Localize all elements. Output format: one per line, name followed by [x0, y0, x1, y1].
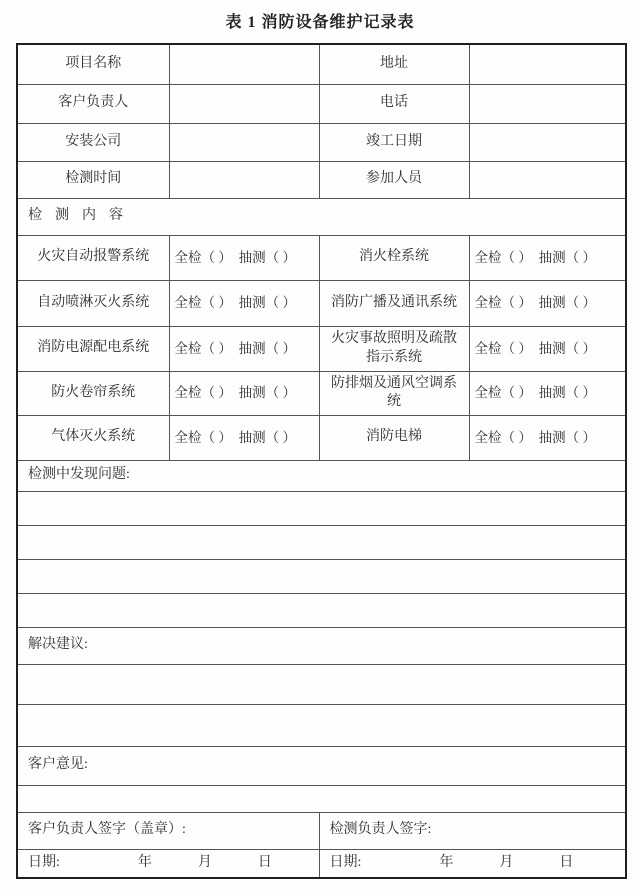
suggestions-writing-area[interactable] [17, 664, 626, 704]
label-project-name: 项目名称 [17, 44, 169, 84]
inspector-signature-cell[interactable]: 检测负责人签字: [319, 812, 626, 849]
table-row [17, 593, 626, 627]
input-completion-date[interactable] [469, 123, 626, 161]
table-row [17, 123, 626, 161]
table-row [17, 664, 626, 704]
label-phone: 电话 [319, 84, 469, 123]
section-suggestions-label: 解决建议: [17, 627, 626, 664]
problems-writing-area[interactable] [17, 491, 626, 525]
day-label: 日 [257, 855, 272, 871]
label-broadcast-comm-system: 消防广播及通讯系统 [319, 280, 469, 326]
problems-writing-area[interactable] [17, 593, 626, 627]
table-row [17, 415, 626, 460]
label-address: 地址 [319, 44, 469, 84]
table-row [17, 627, 626, 664]
table-row [17, 198, 626, 235]
inspector-date-cell[interactable] [319, 849, 626, 878]
date-label: 日期: [329, 855, 362, 871]
label-power-distribution-system: 消防电源配电系统 [17, 326, 169, 371]
problems-writing-area[interactable] [17, 525, 626, 559]
label-hydrant-system: 消火栓系统 [319, 235, 469, 280]
month-label: 月 [197, 855, 212, 871]
input-phone[interactable] [469, 84, 626, 123]
month-label: 月 [499, 855, 514, 871]
table-row [17, 280, 626, 326]
day-label: 日 [559, 855, 574, 871]
year-label: 年 [137, 855, 152, 871]
input-project-name[interactable] [169, 44, 319, 84]
check-power-distribution-system[interactable]: 全检（ ） 抽测（ ） [169, 326, 319, 371]
input-install-company[interactable] [169, 123, 319, 161]
check-emergency-lighting-system[interactable]: 全检（ ） 抽测（ ） [469, 326, 626, 371]
input-address[interactable] [469, 44, 626, 84]
page-title: 表 1 消防设备维护记录表 [225, 14, 415, 31]
label-gas-extinguishing-system: 气体灭火系统 [17, 415, 169, 460]
label-fire-shutter-system: 防火卷帘系统 [17, 371, 169, 415]
section-customer-opinion-label: 客户意见: [17, 746, 626, 785]
table-row [17, 849, 626, 878]
check-hydrant-system[interactable]: 全检（ ） 抽测（ ） [469, 235, 626, 280]
problems-writing-area[interactable] [17, 559, 626, 593]
table-row [17, 746, 626, 785]
table-row [17, 371, 626, 415]
check-fire-shutter-system[interactable]: 全检（ ） 抽测（ ） [169, 371, 319, 415]
table-row [17, 812, 626, 849]
table-row [17, 785, 626, 812]
table-row [17, 525, 626, 559]
label-participants: 参加人员 [319, 161, 469, 198]
input-inspection-time[interactable] [169, 161, 319, 198]
label-fire-alarm-system: 火灾自动报警系统 [17, 235, 169, 280]
table-row [17, 235, 626, 280]
label-customer-manager: 客户负责人 [17, 84, 169, 123]
table-row [17, 460, 626, 491]
input-customer-manager[interactable] [169, 84, 319, 123]
table-row [17, 44, 626, 84]
year-label: 年 [439, 855, 454, 871]
check-broadcast-comm-system[interactable]: 全检（ ） 抽测（ ） [469, 280, 626, 326]
label-completion-date: 竣工日期 [319, 123, 469, 161]
table-row [17, 84, 626, 123]
date-label: 日期: [28, 855, 60, 871]
section-problems-label: 检测中发现问题: [17, 460, 626, 491]
check-sprinkler-system[interactable]: 全检（ ） 抽测（ ） [169, 280, 319, 326]
check-fire-elevator[interactable]: 全检（ ） 抽测（ ） [469, 415, 626, 460]
label-sprinkler-system: 自动喷淋灭火系统 [17, 280, 169, 326]
customer-signature-cell[interactable]: 客户负责人签字（盖章）: [17, 812, 319, 849]
check-fire-alarm-system[interactable]: 全检（ ） 抽测（ ） [169, 235, 319, 280]
label-smoke-ventilation-system: 防排烟及通风空调系统 [319, 371, 469, 415]
input-participants[interactable] [469, 161, 626, 198]
table-row [17, 491, 626, 525]
table-row [17, 704, 626, 746]
check-gas-extinguishing-system[interactable]: 全检（ ） 抽测（ ） [169, 415, 319, 460]
opinion-writing-area[interactable] [17, 785, 626, 812]
label-fire-elevator: 消防电梯 [319, 415, 469, 460]
maintenance-record-table [16, 43, 627, 879]
section-inspection-content: 检测内容 [17, 198, 626, 235]
label-install-company: 安装公司 [17, 123, 169, 161]
check-smoke-ventilation-system[interactable]: 全检（ ） 抽测（ ） [469, 371, 626, 415]
table-row [17, 161, 626, 198]
label-emergency-lighting-system: 火灾事故照明及疏散指示系统 [319, 326, 469, 371]
label-inspection-time: 检测时间 [17, 161, 169, 198]
customer-date-cell[interactable] [17, 849, 319, 878]
suggestions-writing-area[interactable] [17, 704, 626, 746]
table-row [17, 559, 626, 593]
table-row [17, 326, 626, 371]
